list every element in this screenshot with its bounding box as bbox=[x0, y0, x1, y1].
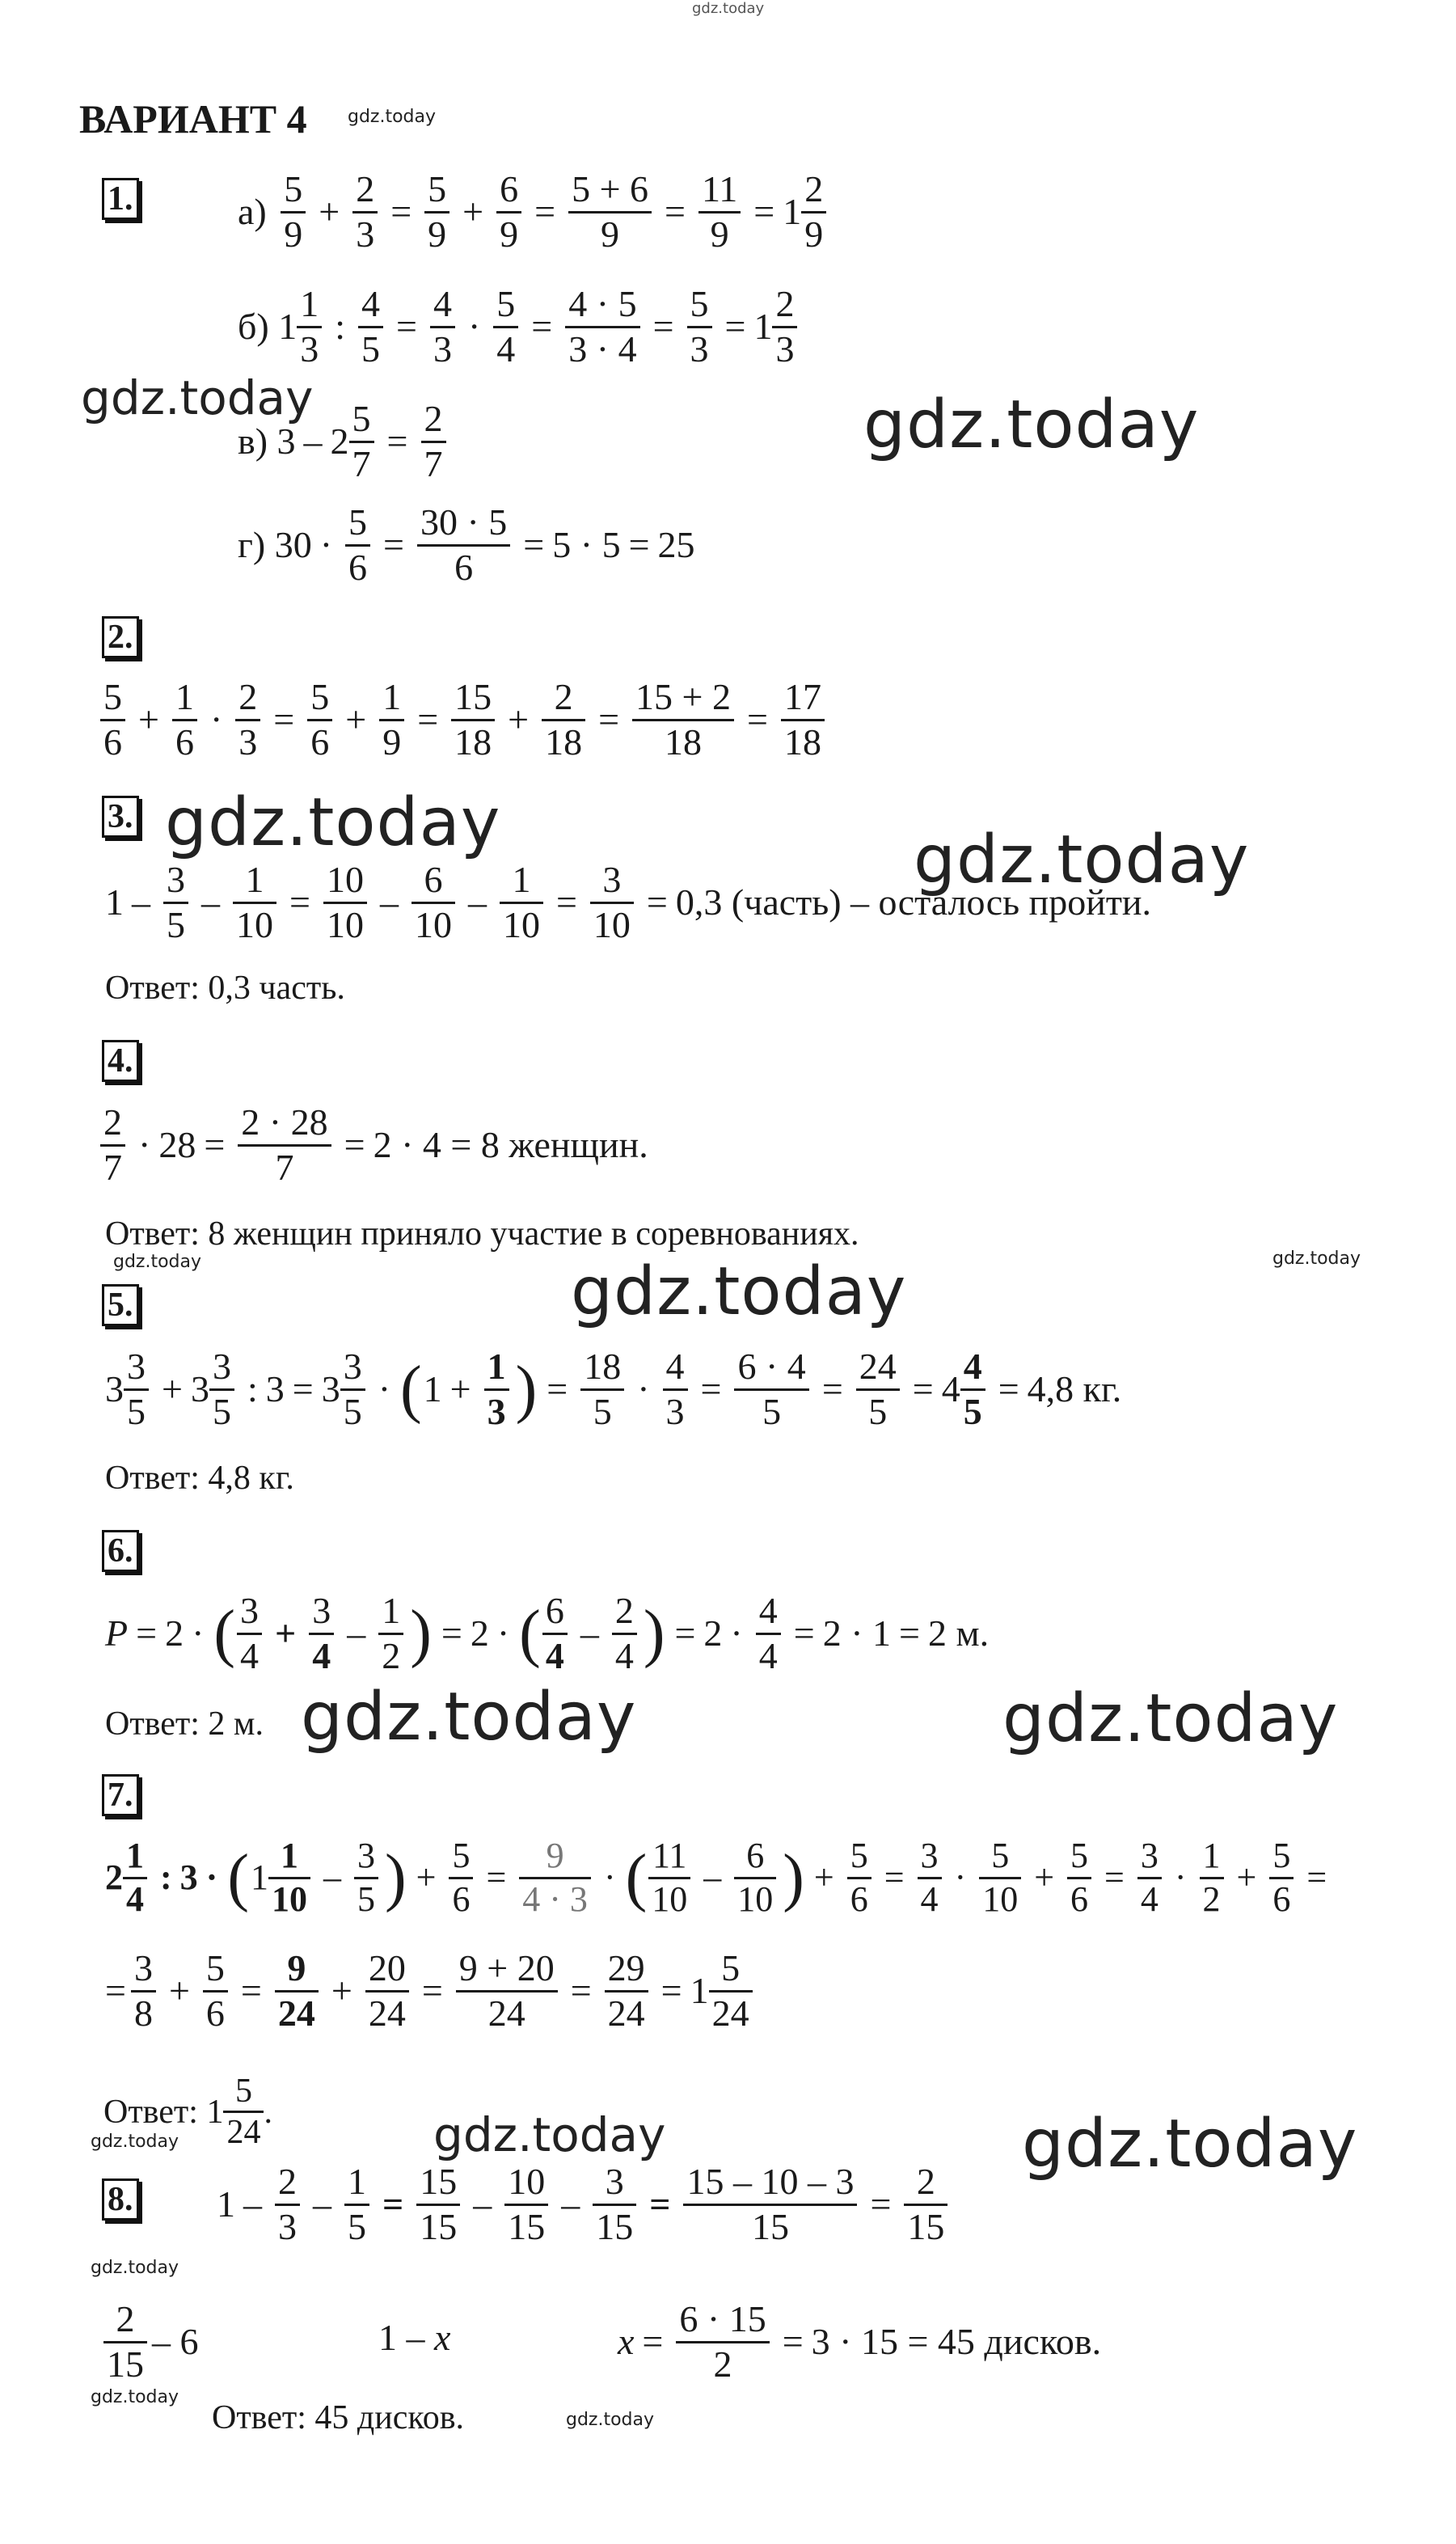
task-number-5: 5. bbox=[102, 1284, 139, 1326]
task1-line-b: б) 1 $\frac{1}{3}$ : $\frac{4}{5}$ = $\frac{4}{3}$ · $\frac{5}{4}$ = $\frac{4 \cdot 5}{3 \cdot 4}$ = $\frac{5}{3}$ = 1 $\frac{2}{3}$ bbox=[238, 283, 802, 371]
task8-line-2-part2: 1 – x bbox=[378, 2317, 451, 2358]
task1-line-g: г) 30 · $\frac{5}{6}$ = $\frac{30 \cdot 5}{6}$ = 5 · 5 = 25 bbox=[238, 501, 695, 588]
task-number-7: 7. bbox=[102, 1774, 139, 1816]
task7-answer: Ответ: 1 $\frac{5}{24}$ . bbox=[103, 2073, 272, 2152]
task-number-2: 2. bbox=[102, 616, 139, 658]
task5-line: 3 $\frac{3}{5}$ + 3 $\frac{3}{5}$ : 3 = 3 $\frac{3}{5}$ · ( 1 + $\frac{1}{3}$ ) = $\frac{18}{5}$ · $\frac{4}{3}$ = $\frac{6 \cdot 4}{5}$ = $\frac{24}{5}$ = 4 $\frac{4}{5}$ = 4,8 кг. bbox=[105, 1346, 1122, 1432]
watermark: gdz.today bbox=[914, 822, 1250, 898]
watermark: gdz.today bbox=[81, 370, 314, 425]
task8-answer: Ответ: 45 дисков. bbox=[212, 2399, 465, 2436]
task8-line-1: 1 – $\frac{2}{3}$ – $\frac{1}{5}$ = $\frac{15}{15}$ – $\frac{10}{15}$ – $\frac{3}{15}$ = $\frac{15 - 10 - 3}{15}$ = $\frac{2}{15}$ bbox=[217, 2161, 952, 2249]
task3-line: 1 – $\frac{3}{5}$ – $\frac{1}{10}$ = $\frac{10}{10}$ – $\frac{6}{10}$ – $\frac{1}{10}$ = $\frac{3}{10}$ = 0,3 (часть) – осталось пройти. bbox=[105, 859, 1152, 945]
task6-answer: Ответ: 2 м. bbox=[105, 1705, 264, 1743]
watermark: gdz.today bbox=[1272, 1249, 1361, 1269]
watermark: gdz.today bbox=[692, 0, 765, 17]
watermark: gdz.today bbox=[433, 2107, 666, 2162]
watermark: gdz.today bbox=[348, 107, 437, 127]
watermark: gdz.today bbox=[1002, 1680, 1339, 1757]
task1-line-v: в) 3 – 2 $\frac{5}{7}$ = $\frac{2}{7}$ bbox=[238, 398, 451, 486]
task6-line: P = 2 · ( $\frac{3}{4}$ + $\frac{3}{4}$ – $\frac{1}{2}$ ) = 2 · ( $\frac{6}{4}$ – $\frac{2}{4}$ ) = 2 · $\frac{4}{4}$ = 2 · 1 = 2 м. bbox=[105, 1590, 990, 1676]
task-number-8: 8. bbox=[102, 2178, 139, 2221]
task1-line-a: а) $\frac{5}{9}$ + $\frac{2}{3}$ = $\frac{5}{9}$ + $\frac{6}{9}$ = $\frac{5 + 6}{9}$ = $\frac{11}{9}$ = 1 $\frac{2}{9}$ bbox=[238, 168, 831, 256]
task2-line: $\frac{5}{6}$ + $\frac{1}{6}$ · $\frac{2}{3}$ = $\frac{5}{6}$ + $\frac{1}{9}$ = $\frac{15}{18}$ + $\frac{2}{18}$ = $\frac{15 + 2}{18}$ = $\frac{17}{18}$ bbox=[100, 676, 829, 764]
task7-line-1: 2 $\frac{1}{4}$ : 3 · ( 1 $\frac{1}{10}$ – $\frac{3}{5}$ ) + $\frac{5}{6}$ = $\frac{9}{4 \cdot 3}$ · ( $\frac{11}{10}$ – $\frac{6}{10}$ ) + $\frac{5}{6}$ = $\frac{3}{4}$ · $\frac{5}{10}$ + $\frac{5}{6}$ = $\frac{3}{4}$ · $\frac{1}{2}$ + $\frac{5}{6}$ = bbox=[105, 1836, 1327, 1919]
task-number-4: 4. bbox=[102, 1040, 139, 1082]
task8-line-2-part3: x = $\frac{6 \cdot 15}{2}$ = 3 · 15 = 45 дисков. bbox=[618, 2298, 1102, 2385]
watermark: gdz.today bbox=[1022, 2106, 1358, 2183]
watermark: gdz.today bbox=[566, 2410, 655, 2430]
watermark: gdz.today bbox=[863, 387, 1200, 463]
task7-line-2: = $\frac{3}{8}$ + $\frac{5}{6}$ = $\frac{9}{24}$ + $\frac{20}{24}$ = $\frac{9 + 20}{24}$ = $\frac{29}{24}$ = 1 $\frac{5}{24}$ bbox=[105, 1947, 758, 2035]
watermark: gdz.today bbox=[113, 1252, 202, 1272]
watermark: gdz.today bbox=[571, 1253, 907, 1330]
task5-answer: Ответ: 4,8 кг. bbox=[105, 1460, 294, 1497]
task-number-3: 3. bbox=[102, 796, 139, 838]
task8-line-2-part1: $\frac{2}{15}$ – 6 bbox=[103, 2298, 199, 2386]
watermark: gdz.today bbox=[301, 1679, 637, 1756]
watermark: gdz.today bbox=[91, 2258, 179, 2278]
watermark: gdz.today bbox=[91, 2132, 179, 2152]
watermark: gdz.today bbox=[91, 2387, 179, 2407]
task-number-1: 1. bbox=[102, 178, 139, 220]
task4-answer: Ответ: 8 женщин приняло участие в соревнованиях. bbox=[105, 1215, 859, 1253]
task4-line: $\frac{2}{7}$ · 28 = $\frac{2 \cdot 28}{7}$ = 2 · 4 = 8 женщин. bbox=[100, 1101, 648, 1190]
task3-answer: Ответ: 0,3 часть. bbox=[105, 970, 345, 1007]
task-number-6: 6. bbox=[102, 1530, 139, 1572]
page-title: ВАРИАНТ 4 bbox=[79, 96, 307, 142]
watermark: gdz.today bbox=[165, 784, 501, 861]
